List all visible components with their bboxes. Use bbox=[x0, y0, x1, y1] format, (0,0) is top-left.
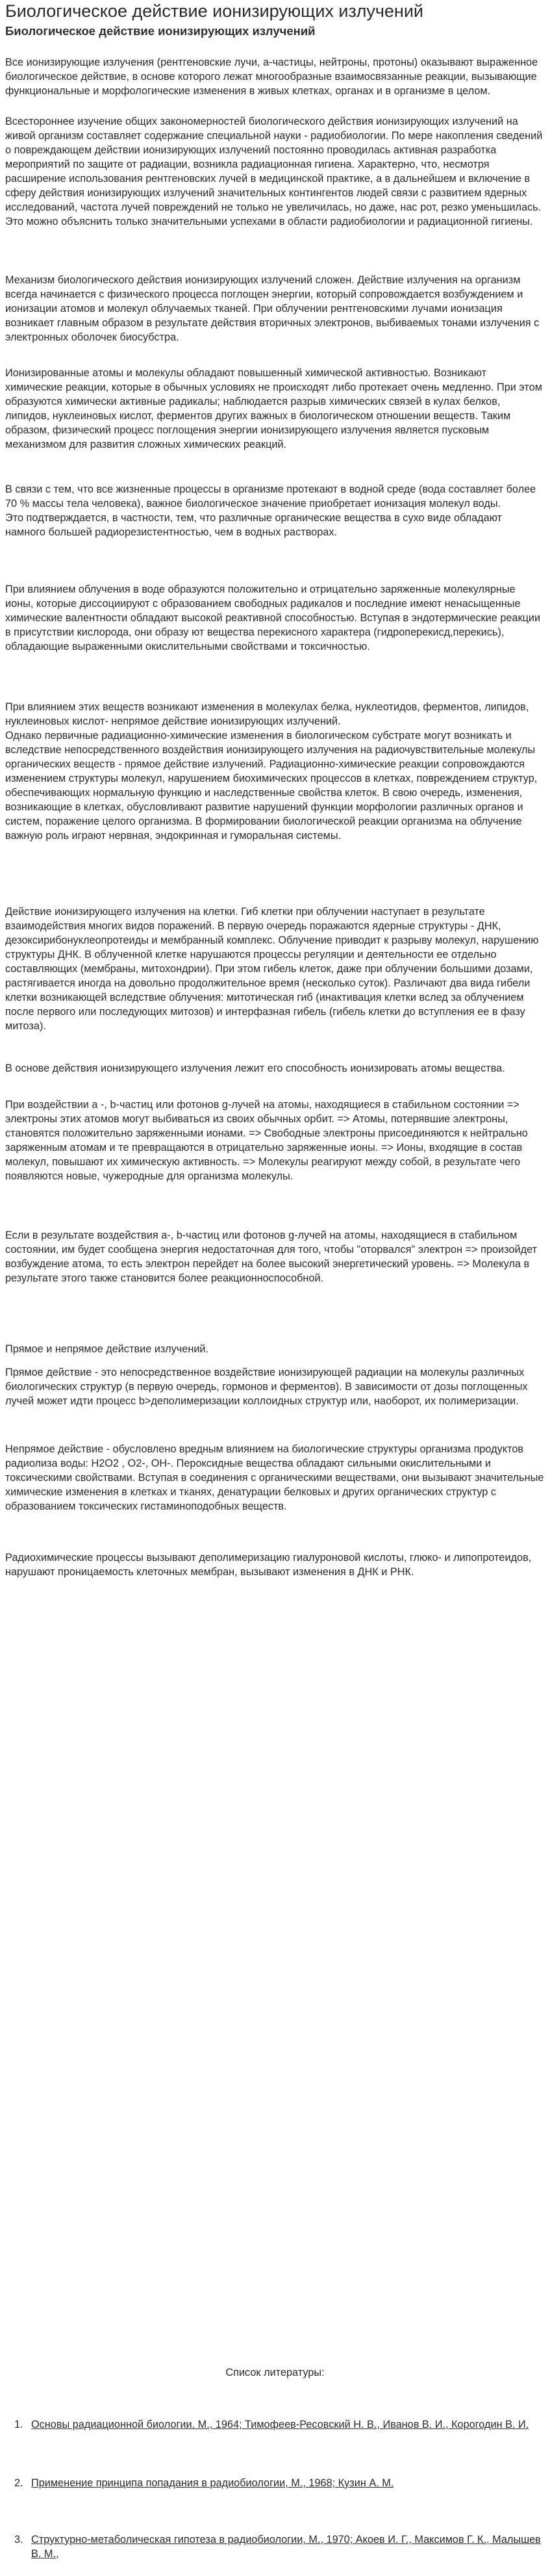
reference-link[interactable]: Применение принципа попадания в радиобиологии, М., 1968; Кузин А. М. bbox=[31, 2477, 394, 2489]
paragraph: Непрямое действие - обусловлено вредным влиянием на биологические структуры организма продуктов радиолиза воды: H2O2 , O2-, OH-. Пероксидные вещества обладают сильными окислительными и токсическими свойствами. Вступая в соединения с органическими веществами, они вызывают значительные химические изменения в клетках и тканях, денатурации белковых и других органических структур с образованием токсических гистаминоподобных веществ. bbox=[5, 1443, 544, 1512]
reference-item bbox=[5, 2476, 544, 2490]
reference-link[interactable]: Основы радиационной биологии. М., 1964; Тимофеев-Ресовский Н. В., Иванов В. И., Корогодин В. И. bbox=[31, 2419, 529, 2430]
page-subtitle: Биологическое действие ионизирующих излучений bbox=[5, 24, 316, 38]
reference-item bbox=[5, 2417, 544, 2432]
paragraph: Всестороннее изучение общих закономерностей биологического действия ионизирующих излучений на живой организм составляет содержание специальной науки - радиобиологии. По мере накопления сведений о повреждающем действии ионизирующих излучений постоянно проводилась активная разработка мероприятий по защите от радиации, возникла радиационная гигиена. Характерно, что, несмотря расширение использования рентгеновских лучей в медицинской практике, а в дальнейшем и включение в сферу действия ионизирующих излучений значительных контингентов людей связи с развитием ядерных исследований, частота лучей повреждений не только не увеличилась, но даже, нас рот, резко уменьшилась. Это можно объяснить только значительными успехами в области радиобиологии и радиационной гигиены. bbox=[5, 116, 543, 227]
reference-number: 1. bbox=[14, 2419, 23, 2430]
paragraph: В основе действия ионизирующего излучения лежит его способность ионизировать атомы вещества. bbox=[5, 1063, 505, 1074]
reference-number: 2. bbox=[14, 2477, 23, 2489]
paragraph: Радиохимические процессы вызывают деполимеризацию гиалуроновой кислоты, глюко- и липопротеидов, нарушают проницаемость клеточных мембран, вызывают изменения в ДНК и РНК. bbox=[5, 1552, 532, 1578]
references-heading: Список литературы: bbox=[225, 2367, 325, 2378]
reference-link[interactable]: Структурно-метаболическая гипотеза в радиобиологии, М., 1970; Акоев И. Г., Максимов Г. К., Малышев В. М., bbox=[31, 2534, 541, 2560]
paragraph: Ионизированные атомы и молекулы обладают повышенный химической активностью. Возникают химические реакции, которые в обычных условиях не происходят либо протекает очень медленно. При этом образуются химически активные радикалы; наблюдается разрыв химических связей в кулах белков, липидов, нуклеиновых кислот, ферментов других важных в биологическом отношении веществ. Таким образом, физический процесс поглощения энергии ионизирующего излучения является пусковым механизмом для развития сложных химических реакций. bbox=[5, 367, 542, 450]
page-title: Биологическое действие ионизирующих излучений bbox=[5, 1, 424, 21]
reference-item bbox=[5, 2532, 544, 2561]
reference-number: 3. bbox=[14, 2534, 23, 2545]
paragraph: Если в результате воздействия а-, b-частиц или фотонов g-лучей на атомы, находящиеся в стабильном состоянии, им будет сообщена энергия недостаточная для того, чтобы "оторвался" электрон => произойдет возбуждение атома, то есть электрон перейдет на более высокий энергетический уровень. => Молекула в результате этого также становится более реакционноспособной. bbox=[5, 1230, 538, 1284]
paragraph: При влиянием этих веществ возникают изменения в молекулах белка, нуклеотидов, ферментов, липидов, нуклеиновых кислот- непрямое действие ионизирующих излучений. Однако первичные радиационно-химические изменения в биологическом субстрате могут возникать и вследствие непосредственного воздействия ионизирующего излучения на радиочувствительные молекулы органических веществ - прямое действие излучений. Радиационно-химические реакции сопровождаются изменением структуры молекул, нарушением биохимических процессов в клетках, повреждением структур, обеспечивающих нормальную функцию и наследственные свойства клеток. В свою очередь, изменения, возникающие в клетках, обусловливают развитие нарушений функции морфологии различных органов и систем, поражение целого организма. В формировании биологической реакции организма на облучение важную роль играют нервная, эндокринная и гуморальная системы. bbox=[5, 701, 538, 842]
paragraph: Механизм биологического действия ионизирующих излучений сложен. Действие излучения на организм всегда начинается с физического процесса поглощен энергии, который сопровождается возбуждением и ионизации атомов и молекул облучаемых тканей. При облучении рентгеновскими лучами ионизация возникает главным образом в результате действия вторичных электронов, выбиваемых тонами излучения с электронных оболочек биосубстра. bbox=[5, 274, 540, 343]
paragraph: При воздействии а -, b-частиц или фотонов g-лучей на атомы, находящиеся в стабильном состоянии => электроны этих атомов могут выбиваться из своих обычных орбит. => Атомы, потерявшие электроны, становятся положительно заряженными ионами. => Свободные электроны присоединяются к нейтрально заряженным атомам и те превращаются в отрицательно заряженные ионы. => Ионы, входящие в состав молекул, повышают их химическую активность. => Молекулы реагируют между собой, в результате чего появляются новые, чужеродные для организма молекулы. bbox=[5, 1099, 528, 1182]
section-heading: Прямое и непрямое действие излучений. bbox=[5, 1343, 209, 1355]
paragraph: При влиянием облучения в воде образуются положительно и отрицательно заряженные молекулярные ионы, которые диссоциируют с образованием свободных радикалов и последние имеют ненасыщенные химические валентности обладают высокой реактивной способностью. Вступая в эндотермические реакции в присутствии кислорода, они образу ют вещества перекисного характера (гидроперекисд,перекись), обладающие выраженными окислительными свойствами и токсичностью. bbox=[5, 584, 541, 652]
paragraph: В связи с тем, что все жизненные процессы в организме протекают в водной среде (вода составляет более 70 % массы тела человека), важное биологическое значение приобретает ионизация молекул воды. Это подтверждается, в частности, тем, что различные органические вещества в сухо виде обладают намного большей радиорезистентностью, чем в водных растворах. bbox=[5, 483, 536, 538]
paragraph: Все ионизирующие излучения (рентгеновские лучи, а-частицы, нейтроны, протоны) оказывают выраженное биологическое действие, в основе которого лежат многообразные взаимосвязанные реакции, вызывающие функциональные и морфологические изменения в живых клетках, органах и в организме в целом. bbox=[5, 57, 538, 97]
paragraph: Прямое действие - это непосредственное воздействие ионизирующей радиации на молекулы различных биологических структур (в первую очередь, гормонов и ферментов). В зависимости от дозы поглощенных лучей может идти процесс b>деполимеризации коллоидных структур или, наоборот, их полимеризации. bbox=[5, 1367, 528, 1407]
paragraph: Действие ионизирующего излучения на клетки. Гиб клетки при облучении наступает в результате взаимодействия многих видов поражений. В первую очередь поражаются ядерные структуры - ДНК, дезоксирибонуклеопротеиды и мембранный комплекс. Облучение приводит к разрыву молекул, нарушению структуры ДНК. В облученной клетке нарушаются процессы регуляции и деятельности ее отдельно составляющих (мембраны, митохондрии). При этом гибель клеток, даже при облучении большими дозами, растягивается иногда на довольно продолжительное время (несколько суток). Различают два вида гибели клетки возникающей вследствие облучения: митотическая гиб (инактивация клетки вслед за облучением после первого или последующих митозов) и интерфазная гибель (гибель клетки до вступления ее в фазу митоза). bbox=[5, 906, 539, 1032]
